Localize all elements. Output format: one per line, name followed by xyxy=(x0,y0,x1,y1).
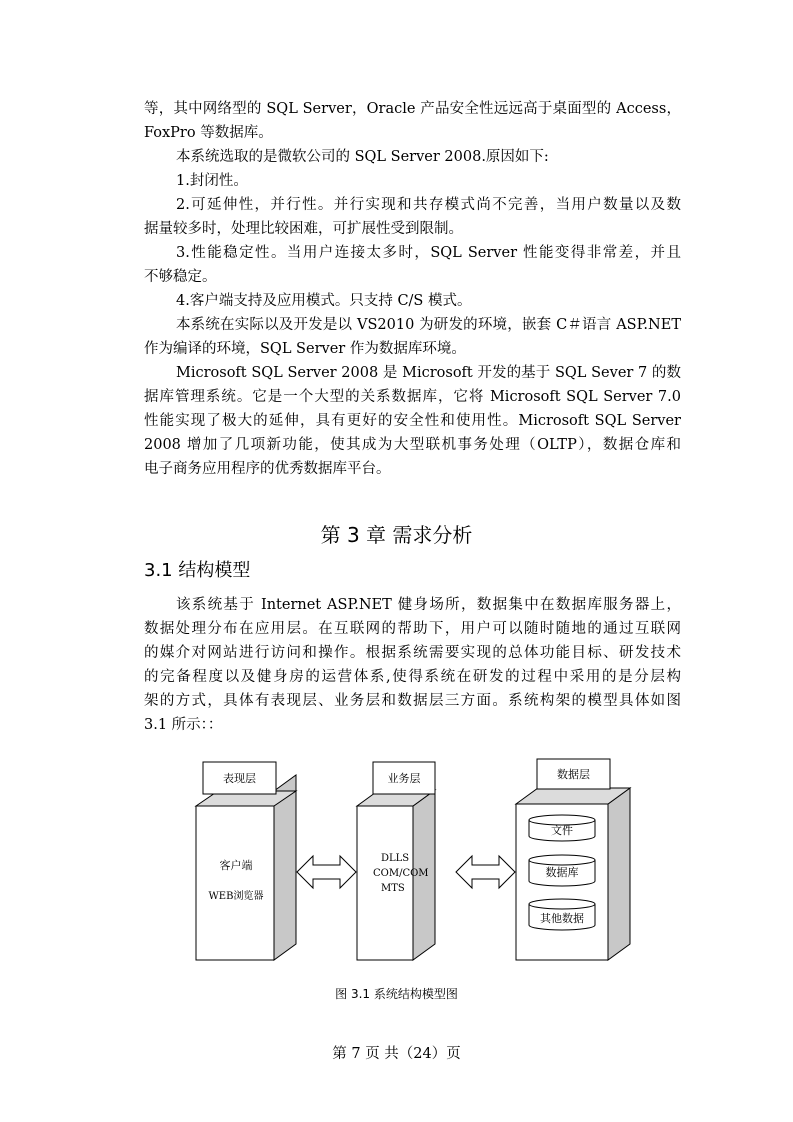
chapter-title: 第 3 章 需求分析 xyxy=(320,523,473,547)
body-line: 3.性能稳定性。当用户连接太多时，SQL Server 性能变得非常差，并且 xyxy=(176,245,681,261)
dlls-label: DLLS xyxy=(381,853,410,864)
body-line: 3.1 所示：： xyxy=(144,717,223,733)
double-arrow-icon xyxy=(456,856,515,888)
database-cylinder-icon xyxy=(529,815,595,841)
body-line: 据量较多时，处理比较困难，可扩展性受到限制。 xyxy=(144,221,463,237)
file-label: 文件 xyxy=(551,824,573,837)
body-line: 作为编译的环境，SQL Server 作为数据库环境。 xyxy=(144,341,466,357)
client-label: 客户端 xyxy=(219,859,253,872)
business-layer-box xyxy=(357,762,435,960)
web-browser-label: WEB浏览器 xyxy=(208,891,264,902)
body-line: 不够稳定。 xyxy=(144,269,217,285)
presentation-layer-box xyxy=(196,762,296,960)
body-line: 本系统在实际以及开发是以 VS2010 为研发的环境，嵌套 C＃语言 ASP.NET xyxy=(176,317,681,333)
mts-label: MTS xyxy=(381,883,405,894)
body-line: 架的方式，具体有表现层、业务层和数据层三方面。系统构架的模型具体如图 xyxy=(144,693,681,709)
body-line: 的完备程度以及健身房的运营体系,使得系统在研发的过程中采用的是分层构 xyxy=(144,669,681,685)
body-line: 4.客户端支持及应用模式。只支持 C/S 模式。 xyxy=(176,293,472,309)
body-line: 该系统基于 Internet ASP.NET 健身场所，数据集中在数据库服务器上， xyxy=(176,597,681,613)
body-line: 性能实现了极大的延伸，具有更好的安全性和使用性。Microsoft SQL Server xyxy=(144,413,681,429)
business-layer-label: 业务层 xyxy=(387,772,421,785)
data-layer-box xyxy=(516,759,630,960)
body-line: Microsoft SQL Server 2008 是 Microsoft 开发的基于 SQL Sever 7 的数 xyxy=(176,365,681,381)
body-line: 2.可延伸性，并行性。并行实现和共存模式尚不完善，当用户数量以及数 xyxy=(176,197,681,213)
page-footer xyxy=(0,1044,793,1064)
footer-total: 页 共（24）页 xyxy=(365,1046,461,1062)
body-line: FoxPro 等数据库。 xyxy=(144,125,273,141)
double-arrow-icon xyxy=(297,856,356,888)
section-title: 3.1 结构模型 xyxy=(144,560,251,581)
body-line: 数据处理分布在应用层。在互联网的帮助下，用户可以随时随地的通过互联网 xyxy=(144,621,681,637)
body-line: 电子商务应用程序的优秀数据库平台。 xyxy=(144,461,391,477)
com-label: COM/COM xyxy=(373,868,429,879)
presentation-layer-label: 表现层 xyxy=(223,772,256,785)
other-data-label: 其他数据 xyxy=(540,912,584,925)
figure-caption: 图 3.1 系统结构模型图 xyxy=(335,987,458,1001)
body-line: 2008 增加了几项新功能，使其成为大型联机事务处理（OLTP），数据仓库和 xyxy=(144,437,681,453)
page-number: 7 xyxy=(351,1046,361,1062)
body-line: 据库管理系统。它是一个大型的关系数据库，它将 Microsoft SQL Server 7.0 xyxy=(144,389,681,405)
footer-prefix: 第 xyxy=(332,1046,347,1062)
body-line: 的媒介对网站进行访问和操作。根据系统需要实现的总体功能目标、研发技术 xyxy=(144,645,681,661)
body-line: 等，其中网络型的 SQL Server，Oracle 产品安全性远远高于桌面型的 Access， xyxy=(144,101,681,117)
body-line: 本系统选取的是微软公司的 SQL Server 2008.原因如下: xyxy=(176,149,549,165)
body-line: 1.封闭性。 xyxy=(176,173,248,189)
database-cylinder-icon xyxy=(529,855,595,886)
database-label: 数据库 xyxy=(545,866,579,879)
database-cylinder-icon xyxy=(529,899,595,930)
data-layer-label: 数据层 xyxy=(557,768,590,781)
